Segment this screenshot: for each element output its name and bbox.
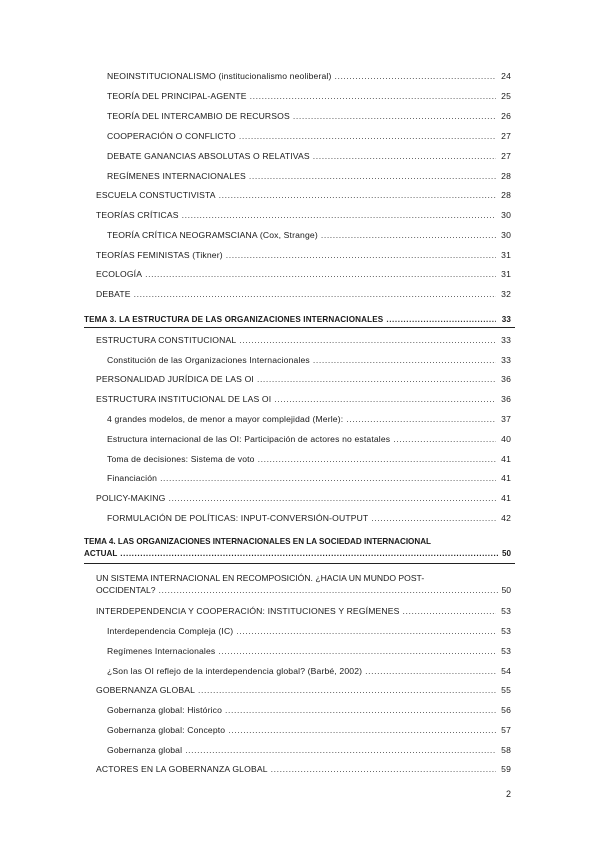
toc-entry[interactable] xyxy=(107,626,511,637)
toc-entry[interactable] xyxy=(96,394,511,405)
toc-entry-page: 57 xyxy=(501,725,511,735)
leader-dots xyxy=(218,646,496,657)
toc-entry-page: 31 xyxy=(501,250,511,260)
chapter-divider xyxy=(84,327,515,328)
leader-dots xyxy=(249,171,496,182)
toc-entry-page: 28 xyxy=(501,190,511,200)
toc-entry-label: ESTRUCTURA INSTITUCIONAL DE LAS OI xyxy=(96,394,272,404)
toc-entry-page: 50 xyxy=(501,549,511,558)
toc-entry[interactable] xyxy=(107,230,511,241)
leader-dots xyxy=(239,131,496,142)
toc-entry-label: INTERDEPENDENCIA Y COOPERACIÓN: INSTITUCIONES Y REGÍMENES xyxy=(96,606,400,616)
toc-entry-page: 27 xyxy=(501,131,511,141)
leader-dots xyxy=(293,111,496,122)
toc-entry[interactable] xyxy=(96,335,511,346)
leader-dots xyxy=(334,71,496,82)
toc-entry-label: ESCUELA CONSTUCTIVISTA xyxy=(96,190,216,200)
toc-entry-page: 50 xyxy=(501,585,511,595)
toc-entry-label: Gobernanza global: Histórico xyxy=(107,705,223,715)
toc-entry-page: 28 xyxy=(501,171,511,181)
toc-entry-label: TEORÍA CRÍTICA NEOGRAMSCIANA (Cox, Strange) xyxy=(107,230,318,240)
toc-chapter-tema4[interactable] xyxy=(84,536,511,560)
leader-dots xyxy=(313,151,496,162)
toc-entry[interactable] xyxy=(96,685,511,696)
toc-entry[interactable] xyxy=(107,71,511,82)
toc-entry-page: 41 xyxy=(501,493,511,503)
leader-dots xyxy=(236,626,496,637)
toc-entry[interactable] xyxy=(107,171,511,182)
toc-entry-page: 30 xyxy=(501,230,511,240)
toc-entry[interactable] xyxy=(107,725,511,736)
toc-entry[interactable] xyxy=(96,606,511,617)
toc-entry-label: TEORÍA DEL INTERCAMBIO DE RECURSOS xyxy=(107,111,290,121)
toc-entry-label: TEORÍAS CRÍTICAS xyxy=(96,210,179,220)
toc-entry-page: 55 xyxy=(501,685,511,695)
leader-dots xyxy=(159,584,499,596)
leader-dots xyxy=(393,434,496,445)
toc-entry-label-cont: ACTUAL xyxy=(84,549,118,558)
leader-dots xyxy=(182,210,496,221)
toc-entry[interactable] xyxy=(107,473,511,484)
toc-entry-page: 41 xyxy=(501,454,511,464)
toc-entry-label: Gobernanza global xyxy=(107,745,183,755)
leader-dots xyxy=(239,335,496,346)
toc-entry-label: Constitución de las Organizaciones Internacionales xyxy=(107,355,310,365)
toc-entry-page: 33 xyxy=(501,315,511,324)
chapter-divider xyxy=(84,563,515,564)
toc-entry-label: ESTRUCTURA CONSTITUCIONAL xyxy=(96,335,237,345)
toc-entry[interactable] xyxy=(96,250,511,261)
toc-entry-label: Interdependencia Compleja (IC) xyxy=(107,626,234,636)
toc-entry[interactable] xyxy=(107,434,511,445)
toc-entry-page: 53 xyxy=(501,606,511,616)
toc-entry[interactable] xyxy=(107,91,511,102)
toc-entry[interactable] xyxy=(107,646,511,657)
toc-entry-label: NEOINSTITUCIONALISMO (institucionalismo neoliberal) xyxy=(107,71,332,81)
toc-entry-page: 58 xyxy=(501,745,511,755)
toc-entry-page: 33 xyxy=(501,335,511,345)
toc-entry-label: UN SISTEMA INTERNACIONAL EN RECOMPOSICIÓN. ¿HACIA UN MUNDO POST- xyxy=(96,573,425,583)
toc-entry-label: Toma de decisiones: Sistema de voto xyxy=(107,454,255,464)
toc-entry-label: Regímenes Internacionales xyxy=(107,646,216,656)
toc-entry-page: 32 xyxy=(501,289,511,299)
leader-dots xyxy=(365,666,496,677)
toc-entry-label: ACTORES EN LA GOBERNANZA GLOBAL xyxy=(96,764,268,774)
toc-entry[interactable] xyxy=(96,210,511,221)
toc-entry-label: FORMULACIÓN DE POLÍTICAS: INPUT-CONVERSIÓN-OUTPUT xyxy=(107,513,369,523)
toc-entry[interactable] xyxy=(107,111,511,122)
toc-entry-page: 40 xyxy=(501,434,511,444)
toc-entry[interactable] xyxy=(96,190,511,201)
toc-entry-page: 41 xyxy=(501,473,511,483)
leader-dots xyxy=(198,685,496,696)
toc-entry[interactable] xyxy=(107,745,511,756)
toc-entry-label: POLICY-MAKING xyxy=(96,493,166,503)
toc-entry[interactable] xyxy=(96,289,511,300)
toc-entry-page: 36 xyxy=(501,374,511,384)
toc-entry-label: COOPERACIÓN O CONFLICTO xyxy=(107,131,236,141)
toc-entry[interactable] xyxy=(107,414,511,425)
toc-entry[interactable] xyxy=(107,454,511,465)
toc-entry-label: Gobernanza global: Concepto xyxy=(107,725,226,735)
toc-entry-label: ¿Son las OI reflejo de la interdependencia global? (Barbé, 2002) xyxy=(107,666,363,676)
leader-dots xyxy=(226,250,496,261)
toc-entry[interactable] xyxy=(96,269,511,280)
toc-entry-page: 42 xyxy=(501,513,511,523)
toc-entry-page: 24 xyxy=(501,71,511,81)
toc-entry-label: TEORÍA DEL PRINCIPAL-AGENTE xyxy=(107,91,247,101)
leader-dots xyxy=(134,289,496,300)
leader-dots xyxy=(386,314,496,325)
toc-entry-page: 53 xyxy=(501,646,511,656)
toc-entry-label: REGÍMENES INTERNACIONALES xyxy=(107,171,246,181)
leader-dots xyxy=(258,454,496,465)
toc-entry-label: PERSONALIDAD JURÍDICA DE LAS OI xyxy=(96,374,254,384)
toc-entry-page: 27 xyxy=(501,151,511,161)
leader-dots xyxy=(185,745,496,756)
toc-entry-page: 59 xyxy=(501,764,511,774)
toc-entry-label: Estructura internacional de las OI: Participación de actores no estatales xyxy=(107,434,391,444)
leader-dots xyxy=(145,269,496,280)
toc-entry[interactable] xyxy=(96,764,511,775)
leader-dots xyxy=(313,355,496,366)
toc-entry[interactable] xyxy=(96,374,511,385)
toc-entry-page: 53 xyxy=(501,626,511,636)
toc-entry-label: TEORÍAS FEMINISTAS (Tikner) xyxy=(96,250,223,260)
leader-dots xyxy=(403,606,496,617)
toc-entry-page: 31 xyxy=(501,269,511,279)
leader-dots xyxy=(228,725,496,736)
toc-entry-label: DEBATE xyxy=(96,289,131,299)
toc-chapter-tema3[interactable] xyxy=(84,314,511,325)
leader-dots xyxy=(346,414,496,425)
leader-dots xyxy=(168,493,496,504)
toc-entry-label: 4 grandes modelos, de menor a mayor complejidad (Merle): xyxy=(107,414,344,424)
leader-dots xyxy=(257,374,496,385)
toc-entry-label-cont: OCCIDENTAL? xyxy=(96,585,156,595)
toc-entry-label: Financiación xyxy=(107,473,158,483)
toc-entry[interactable] xyxy=(96,493,511,504)
toc-entry-label: TEMA 4. LAS ORGANIZACIONES INTERNACIONALES EN LA SOCIEDAD INTERNACIONAL xyxy=(84,537,431,546)
toc-entry-page: 26 xyxy=(501,111,511,121)
leader-dots xyxy=(274,394,496,405)
toc-entry-page: 33 xyxy=(501,355,511,365)
toc-entry[interactable] xyxy=(96,572,511,596)
toc-entry[interactable] xyxy=(107,513,511,524)
leader-dots xyxy=(321,230,496,241)
toc-entry-label: GOBERNANZA GLOBAL xyxy=(96,685,196,695)
leader-dots xyxy=(160,473,496,484)
leader-dots xyxy=(371,513,496,524)
toc-entry-label: ECOLOGÍA xyxy=(96,269,143,279)
toc-entry-page: 36 xyxy=(501,394,511,404)
toc-entry-page: 56 xyxy=(501,705,511,715)
leader-dots xyxy=(271,764,496,775)
toc-entry[interactable] xyxy=(107,151,511,162)
toc-entry-label: TEMA 3. LA ESTRUCTURA DE LAS ORGANIZACIONES INTERNACIONALES xyxy=(84,315,384,324)
leader-dots xyxy=(225,705,496,716)
page-number: 2 xyxy=(505,789,511,799)
leader-dots xyxy=(219,190,496,201)
toc-entry-page: 54 xyxy=(501,666,511,676)
leader-dots xyxy=(250,91,496,102)
toc-entry[interactable] xyxy=(107,131,511,142)
toc-entry-page: 30 xyxy=(501,210,511,220)
toc-entry-page: 25 xyxy=(501,91,511,101)
toc-entry-label: DEBATE GANANCIAS ABSOLUTAS O RELATIVAS xyxy=(107,151,310,161)
toc-entry-page: 37 xyxy=(501,414,511,424)
leader-dots xyxy=(120,548,499,560)
toc-entry[interactable] xyxy=(107,666,511,677)
toc-entry[interactable] xyxy=(107,705,511,716)
toc-entry[interactable] xyxy=(107,355,511,366)
